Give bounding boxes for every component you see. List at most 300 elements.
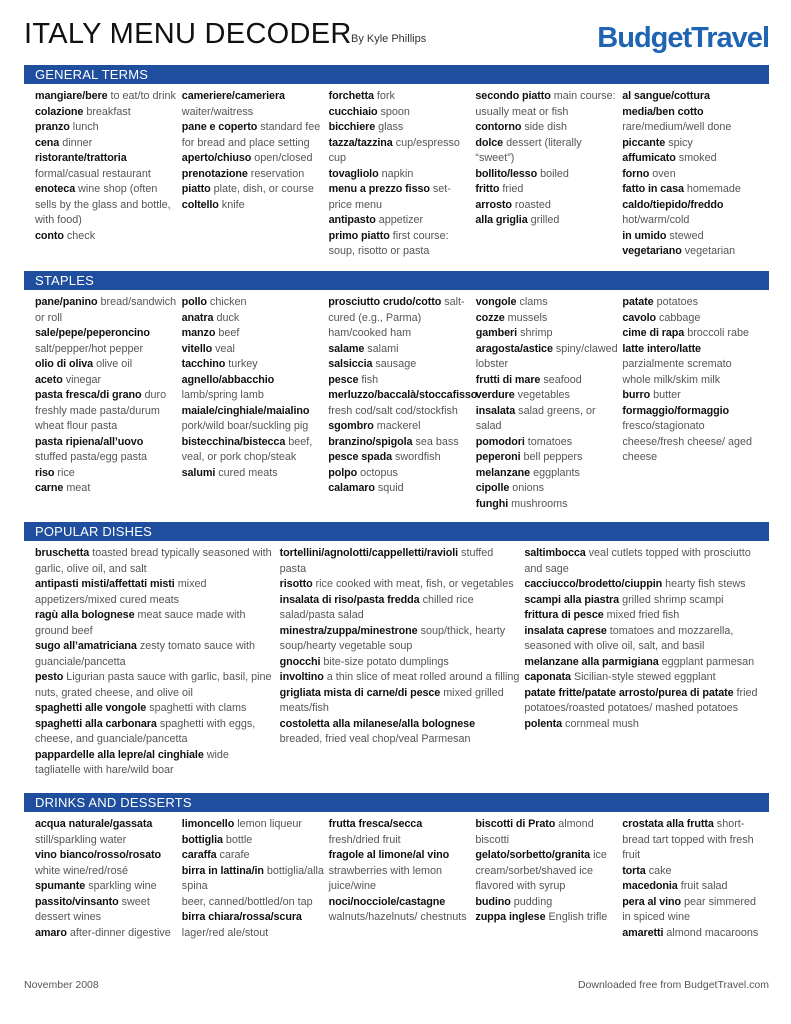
italian-term: olio di oliva <box>35 358 94 370</box>
menu-entry <box>524 717 765 733</box>
menu-column <box>35 89 182 260</box>
menu-entry <box>35 151 178 182</box>
english-translation: to eat/to drink <box>110 90 176 102</box>
menu-column <box>622 817 769 941</box>
menu-entry <box>329 848 472 895</box>
menu-entry <box>280 670 521 686</box>
italian-term: enoteca <box>35 183 76 195</box>
menu-entry <box>35 879 178 895</box>
italian-term: tovagliolo <box>328 167 379 180</box>
menu-entry <box>622 388 765 404</box>
menu-entry <box>328 342 472 358</box>
italian-term: prosciutto crudo/cotto <box>328 296 442 308</box>
italian-term: verdure <box>475 389 515 401</box>
english-translation: chicken <box>209 296 247 308</box>
italian-term: polpo <box>328 466 358 479</box>
menu-entry <box>182 910 325 941</box>
english-translation: potatoes <box>656 296 698 308</box>
english-translation: pork/wild boar/suckling pig <box>181 420 309 432</box>
menu-entry <box>524 670 765 686</box>
menu-entry <box>475 182 618 198</box>
italian-term: menu a prezzo fisso <box>328 183 430 195</box>
italian-term: in umido <box>622 229 667 242</box>
italian-term: latte intero/latte <box>622 342 701 355</box>
menu-entry <box>475 167 618 183</box>
english-translation: mussels <box>507 311 548 324</box>
footer-source: Downloaded free from BudgetTravel.com <box>577 979 769 991</box>
english-translation: rice <box>57 466 75 479</box>
english-translation: spicy <box>668 136 693 149</box>
english-translation: squid <box>377 482 404 494</box>
english-translation: sausage <box>375 358 417 370</box>
english-translation: roasted <box>514 198 551 211</box>
english-translation: rare/medium/well done <box>622 121 732 133</box>
menu-entry <box>475 910 618 926</box>
english-translation: spoon <box>380 105 410 118</box>
italian-term: bottiglia <box>181 833 223 846</box>
menu-entry <box>475 848 618 895</box>
menu-entry <box>35 89 178 105</box>
english-translation: boiled <box>540 167 569 180</box>
menu-entry <box>182 864 325 895</box>
english-translation: almond macaroons <box>666 926 759 939</box>
italian-term: cameriere/cameriera <box>181 90 285 102</box>
menu-entry <box>329 895 472 926</box>
italian-term: arrosto <box>475 198 512 211</box>
page-header <box>24 14 769 62</box>
italian-term: pasta ripiena/all’uovo <box>35 435 144 448</box>
english-translation: appetizer <box>378 214 424 226</box>
menu-column <box>35 546 280 779</box>
menu-entry <box>182 326 325 342</box>
menu-entry <box>35 639 276 670</box>
english-translation: rice cooked with meat, fish, or vegetables <box>315 578 514 590</box>
english-translation: broccoli rabe <box>687 327 750 339</box>
english-translation: salt/pepper/hot pepper <box>35 342 144 355</box>
english-translation: hearty fish stews <box>665 578 746 590</box>
menu-entry <box>476 466 619 482</box>
menu-entry <box>476 404 619 435</box>
menu-entry <box>328 435 472 451</box>
author-byline: By Kyle Phillips <box>351 33 427 45</box>
menu-column <box>35 817 182 941</box>
menu-entry <box>35 481 178 497</box>
italian-term: vegetariano <box>622 245 682 257</box>
menu-entry <box>476 435 619 451</box>
english-translation: napkin <box>381 167 414 180</box>
english-translation: toasted bread typically seasoned with garlic, olive oil, and salt <box>35 547 272 575</box>
menu-entry <box>524 608 765 624</box>
english-translation: beer, canned/bottled/on tap <box>181 895 313 908</box>
italian-term: melanzane alla parmigiana <box>524 655 659 668</box>
english-translation: walnuts/hazelnuts/ chestnuts <box>328 911 467 923</box>
italian-term: merluzzo/baccalà/stoccafisso <box>328 389 478 401</box>
menu-entry <box>524 655 765 671</box>
english-translation: open/closed <box>254 152 313 164</box>
italian-term: affumicato <box>622 152 676 164</box>
italian-term: patate <box>622 296 654 308</box>
italian-term: antipasti misti/affettati misti <box>35 578 175 590</box>
italian-term: manzo <box>181 327 216 339</box>
english-translation: cheese/fresh cheese/ aged cheese <box>622 435 753 463</box>
italian-term: risotto <box>279 578 313 590</box>
english-translation: first course: soup, risotto or pasta <box>328 229 449 257</box>
english-translation: sea bass <box>415 435 459 448</box>
italian-term: bistecchina/bistecca <box>181 435 286 448</box>
english-translation: chilled rice salad/pasta salad <box>279 593 474 621</box>
italian-term: scampi alla piastra <box>524 593 620 606</box>
english-translation: parzialmente scremato <box>622 358 732 370</box>
italian-term: caraffa <box>181 849 217 861</box>
italian-term: calamaro <box>328 482 375 494</box>
menu-column <box>475 817 622 941</box>
menu-column <box>182 817 329 941</box>
menu-entry <box>280 717 521 748</box>
section-columns <box>24 541 769 779</box>
menu-entry <box>35 136 178 152</box>
english-translation: ice cream/sorbet/shaved ice flavored with syrup <box>475 849 607 892</box>
menu-entry <box>622 879 765 895</box>
menu-entry <box>35 466 178 482</box>
english-translation: wide tagliatelle with hare/wild boar <box>35 748 229 776</box>
english-translation: veal cutlets topped with prosciutto and sage <box>524 547 751 575</box>
menu-entry <box>182 198 325 214</box>
menu-column <box>622 295 769 512</box>
italian-term: involtino <box>279 671 324 683</box>
english-translation: onions <box>512 482 545 494</box>
menu-entry <box>280 655 521 671</box>
italian-term: colazione <box>35 105 84 118</box>
italian-term: amaro <box>35 926 67 939</box>
menu-column <box>280 546 525 779</box>
menu-entry <box>35 926 178 942</box>
menu-entry <box>524 593 765 609</box>
italian-term: noci/nocciole/castagne <box>328 895 446 908</box>
menu-entry <box>182 848 325 864</box>
menu-entry <box>475 136 618 167</box>
english-translation: lunch <box>72 121 99 133</box>
menu-entry <box>280 577 521 593</box>
italian-term: piccante <box>622 136 666 149</box>
menu-entry <box>182 833 325 849</box>
menu-entry <box>622 926 765 942</box>
italian-term: branzino/spigola <box>328 435 413 448</box>
english-translation: meat sauce made with ground beef <box>35 609 246 637</box>
english-translation: mixed grilled meats/fish <box>279 686 504 714</box>
english-translation: dessert (literally “sweet”) <box>475 136 582 164</box>
italian-term: vongole <box>475 296 517 308</box>
menu-entry <box>328 357 472 373</box>
italian-term: antipasto <box>328 214 376 226</box>
menu-entry <box>329 167 472 183</box>
italian-term: amaretti <box>622 926 664 939</box>
english-translation: grilled <box>530 214 560 226</box>
menu-entry <box>280 686 521 717</box>
english-translation: veal <box>215 342 235 355</box>
italian-term: spaghetti alla carbonara <box>35 717 157 730</box>
italian-term: spaghetti alle vongole <box>35 702 147 714</box>
italian-term: macedonia <box>622 880 678 892</box>
menu-entry <box>524 546 765 577</box>
page-title: ITALY MENU DECODER <box>24 18 352 50</box>
italian-term: acqua naturale/gassata <box>35 818 153 830</box>
italian-term: prenotazione <box>181 167 248 180</box>
menu-entry <box>328 295 472 342</box>
menu-entry <box>182 89 325 120</box>
menu-entry <box>329 136 472 167</box>
italian-term: sale/pepe/peperoncino <box>35 327 150 339</box>
italian-term: pasta fresca/di grano <box>35 389 142 401</box>
italian-term: pesce spada <box>328 451 392 463</box>
italian-term: aragosta/astice <box>475 342 553 355</box>
section-header: GENERAL TERMS <box>24 65 769 84</box>
italian-term: frittura di pesce <box>524 609 604 621</box>
section-columns <box>24 812 769 941</box>
menu-entry <box>182 151 325 167</box>
italian-term: zuppa inglese <box>475 911 546 923</box>
italian-term: birra chiara/rossa/scura <box>181 911 302 923</box>
english-translation: fruit salad <box>680 880 728 892</box>
english-translation: cup/espresso cup <box>328 136 460 164</box>
english-translation: shrimp <box>520 327 553 339</box>
english-translation: carafe <box>219 849 250 861</box>
menu-entry <box>329 182 472 213</box>
menu-entry <box>622 295 765 311</box>
english-translation: whole milk/skim milk <box>622 373 721 386</box>
italian-term: minestra/zuppa/minestrone <box>279 624 418 637</box>
menu-column <box>182 295 329 512</box>
english-translation: butter <box>653 389 681 401</box>
menu-entry <box>475 198 618 214</box>
english-translation: vegetables <box>517 389 570 401</box>
italian-term: coltello <box>181 198 219 211</box>
menu-entry <box>622 342 765 373</box>
english-translation: set-price menu <box>328 183 451 211</box>
italian-term: patate fritte/patate arrosto/purea di patate <box>524 686 734 699</box>
english-translation: cornmeal mush <box>565 717 639 730</box>
italian-term: carne <box>35 482 64 494</box>
menu-entry <box>182 120 325 151</box>
menu-entry <box>35 326 178 357</box>
menu-entry <box>328 450 472 466</box>
italian-term: tortellini/agnolotti/cappelletti/ravioli <box>279 547 459 559</box>
english-translation: wine shop (often sells by the glass and bottle, with food) <box>35 183 171 226</box>
english-translation: salad greens, or salad <box>475 404 596 432</box>
menu-entry <box>182 311 325 327</box>
english-translation: spiny/clawed lobster <box>475 342 618 370</box>
menu-entry <box>35 895 178 926</box>
english-translation: hot/warm/cold <box>622 214 690 226</box>
menu-entry <box>476 388 619 404</box>
english-translation: a thin slice of meat rolled around a filling <box>326 671 520 683</box>
italian-term: formaggio/formaggio <box>622 404 730 417</box>
italian-term: caponata <box>524 671 571 683</box>
italian-term: aperto/chiuso <box>181 152 252 164</box>
italian-term: ristorante/trattoria <box>35 152 127 164</box>
english-translation: side dish <box>524 121 567 133</box>
italian-term: limoncello <box>181 818 235 830</box>
italian-term: funghi <box>475 497 509 510</box>
english-translation: meat <box>66 482 91 494</box>
italian-term: anatra <box>181 311 214 324</box>
menu-entry <box>524 577 765 593</box>
italian-term: maiale/cinghiale/maialino <box>181 404 310 417</box>
italian-term: cavolo <box>622 311 656 324</box>
menu-entry <box>280 624 521 655</box>
english-translation: reservation <box>250 167 305 180</box>
english-translation: tomatoes and mozzarella, seasoned with olive oil, salt, and basil <box>524 624 734 652</box>
menu-entry <box>475 120 618 136</box>
italian-term: insalata <box>475 404 516 417</box>
italian-term: cacciucco/brodetto/ciuppin <box>524 578 663 590</box>
english-translation: seafood <box>543 373 582 386</box>
english-translation: stuffed pasta <box>279 547 494 575</box>
italian-term: mangiare/bere <box>35 90 108 102</box>
english-translation: olive oil <box>96 358 133 370</box>
english-translation: Sicilian-style stewed eggplant <box>573 671 716 683</box>
menu-entry <box>622 136 765 152</box>
english-translation: sweet dessert wines <box>35 895 150 923</box>
italian-term: pesce <box>328 373 359 386</box>
menu-entry <box>476 497 619 513</box>
section-header: DRINKS AND DESSERTS <box>24 793 769 812</box>
menu-entry <box>622 89 765 105</box>
menu-entry <box>35 546 276 577</box>
english-translation: pear simmered in spiced wine <box>622 895 757 923</box>
english-translation: soup/thick, hearty soup/hearty vegetable soup <box>279 624 506 652</box>
menu-entry <box>328 373 472 389</box>
menu-entry <box>182 295 325 311</box>
english-translation: clams <box>519 296 548 308</box>
italian-term: agnello/abbacchio <box>181 373 275 386</box>
italian-term: pranzo <box>35 121 70 133</box>
english-translation: sparkling wine <box>88 880 157 892</box>
menu-entry <box>475 817 618 848</box>
menu-column <box>524 546 769 779</box>
menu-entry <box>622 817 765 864</box>
english-translation: oven <box>652 167 676 180</box>
menu-entry <box>35 388 178 404</box>
english-translation: cured meats <box>218 466 278 479</box>
english-translation: beef <box>218 327 240 339</box>
italian-term: forchetta <box>328 90 374 102</box>
english-translation: fresh/dried fruit <box>328 833 401 846</box>
menu-entry <box>328 419 472 435</box>
italian-term: passito/vinsanto <box>35 895 119 908</box>
italian-term: frutta fresca/secca <box>328 818 423 830</box>
menu-entry <box>328 388 478 419</box>
english-translation: stewed <box>669 229 704 242</box>
menu-entry <box>182 373 325 404</box>
menu-entry <box>35 577 276 608</box>
english-translation: after-dinner digestive <box>69 926 171 939</box>
menu-entry <box>329 120 472 136</box>
italian-term: cozze <box>475 311 505 324</box>
italian-term: salsiccia <box>328 358 373 370</box>
menu-entry <box>622 435 765 466</box>
menu-entry <box>182 895 325 911</box>
english-translation: grilled shrimp scampi <box>622 593 724 606</box>
menu-entry <box>182 342 325 358</box>
menu-entry <box>35 357 178 373</box>
english-translation: bell peppers <box>523 451 583 463</box>
italian-term: forno <box>622 167 650 180</box>
italian-term: vitello <box>181 342 213 355</box>
english-translation: vegetarian <box>684 245 736 257</box>
english-translation: fried potatoes/roasted potatoes/ mashed potatoes <box>524 686 758 714</box>
menu-entry <box>475 895 618 911</box>
menu-entry <box>476 311 619 327</box>
italian-term: pesto <box>35 671 64 683</box>
menu-entry <box>622 404 765 435</box>
menu-entry <box>182 466 325 482</box>
section-columns <box>24 84 769 260</box>
menu-entry <box>476 326 619 342</box>
menu-entry <box>35 373 178 389</box>
english-translation: octopus <box>360 466 398 479</box>
english-translation: dinner <box>62 136 93 149</box>
english-translation: fried <box>502 183 524 195</box>
italian-term: gnocchi <box>279 655 321 668</box>
english-translation: fish <box>361 373 379 386</box>
italian-term: peperoni <box>475 451 521 463</box>
menu-entry <box>35 120 178 136</box>
menu-entry <box>476 342 619 373</box>
italian-term: pappardelle alla lepre/al cinghiale <box>35 748 204 761</box>
menu-entry <box>328 481 472 497</box>
section-header: STAPLES <box>24 271 769 290</box>
menu-entry <box>622 864 765 880</box>
english-translation: tomatoes <box>527 435 573 448</box>
english-translation: knife <box>221 198 245 211</box>
italian-term: burro <box>622 389 651 401</box>
menu-entry <box>35 717 276 748</box>
english-translation: pudding <box>513 895 553 908</box>
italian-term: insalata di riso/pasta fredda <box>279 593 420 606</box>
english-translation: stuffed pasta/egg pasta <box>35 451 148 463</box>
menu-entry <box>622 244 765 260</box>
menu-entry <box>328 466 472 482</box>
italian-term: aceto <box>35 373 63 386</box>
english-translation: bottle <box>225 833 253 846</box>
italian-term: pera al vino <box>622 895 681 908</box>
section-drinks-desserts <box>24 793 769 941</box>
italian-term: cena <box>35 136 60 149</box>
english-translation: duro <box>144 389 167 401</box>
english-translation: vinegar <box>65 373 102 386</box>
english-translation: lamb/spring lamb <box>181 389 264 401</box>
menu-column <box>329 89 476 260</box>
menu-column <box>35 295 182 512</box>
italian-term: crostata alla frutta <box>622 818 714 830</box>
english-translation: strawberries with lemon juice/wine <box>328 864 442 892</box>
english-translation: spaghetti with eggs, cheese, and guanciale/pancetta <box>35 717 256 745</box>
english-translation: swordfish <box>394 451 441 463</box>
english-translation: spaghetti with clams <box>149 702 247 714</box>
menu-entry <box>476 450 619 466</box>
italian-term: primo piatto <box>328 229 390 242</box>
menu-entry <box>329 105 472 121</box>
menu-entry <box>280 593 521 624</box>
footer-date: November 2008 <box>24 979 99 991</box>
italian-term: salame <box>328 342 365 355</box>
section-staples <box>24 271 769 512</box>
menu-entry <box>35 608 276 639</box>
english-translation: beef, veal, or pork chop/steak <box>181 435 313 463</box>
english-translation: check <box>66 229 96 242</box>
section-header: POPULAR DISHES <box>24 522 769 541</box>
menu-entry <box>35 105 178 121</box>
